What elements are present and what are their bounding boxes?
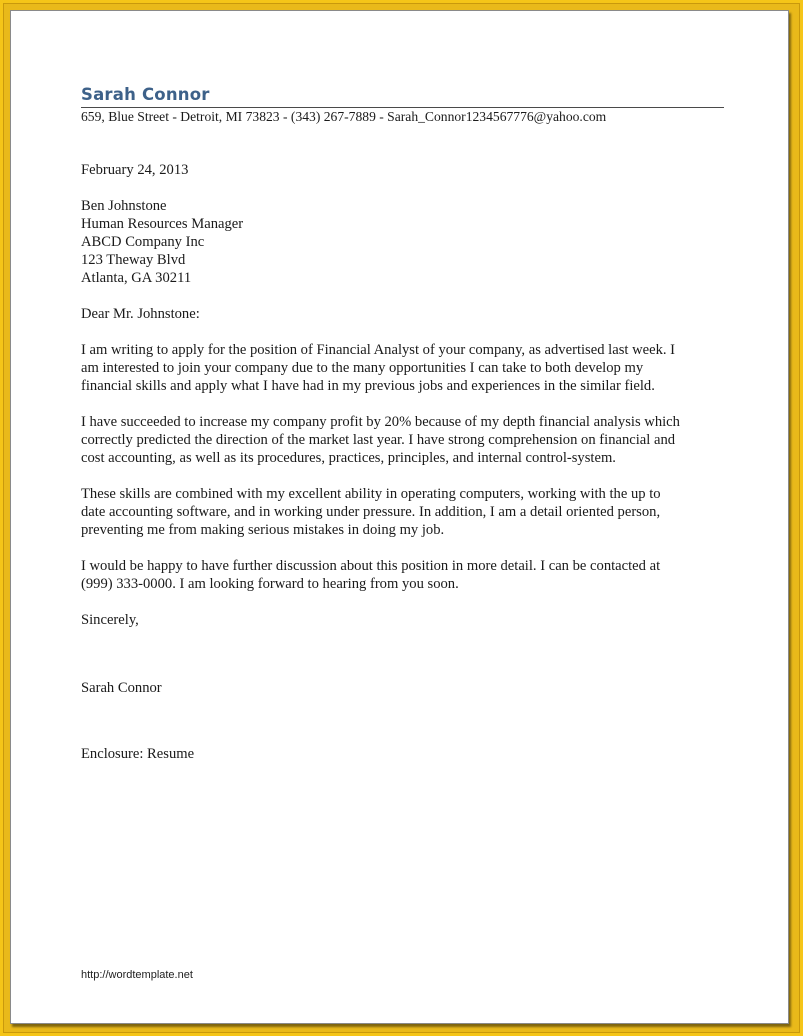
recipient-company: ABCD Company Inc	[81, 234, 205, 250]
sender-contact-line: 659, Blue Street - Detroit, MI 73823 - (343) 267-7889 - Sarah_Connor1234567776@yahoo.com	[81, 109, 607, 124]
salutation: Dear Mr. Johnstone:	[81, 306, 200, 322]
sender-name: Sarah Connor	[81, 85, 210, 104]
paragraph-line: date accounting software, and in working under pressure. In addition, I am a detail oriented person,	[81, 504, 661, 520]
paragraph-line: financial skills and apply what I have had in my previous jobs and experiences in the similar field.	[81, 378, 655, 394]
recipient-street: 123 Theway Blvd	[81, 252, 186, 268]
recipient-city: Atlanta, GA 30211	[81, 270, 192, 286]
paragraph-line: These skills are combined with my excellent ability in operating computers, working with the up to	[81, 486, 661, 502]
paragraph-3	[81, 485, 726, 539]
signature-name: Sarah Connor	[81, 680, 162, 696]
paragraph-line: I have succeeded to increase my company profit by 20% because of my depth financial analysis which	[81, 414, 680, 430]
recipient-title: Human Resources Manager	[81, 216, 244, 232]
enclosure-note: Enclosure: Resume	[81, 746, 195, 762]
paragraph-line: preventing me from making serious mistakes in doing my job.	[81, 522, 445, 538]
letter-date: February 24, 2013	[81, 162, 189, 178]
footer-url: http://wordtemplate.net	[81, 969, 193, 981]
recipient-address-block	[81, 197, 726, 287]
paragraph-line: I would be happy to have further discussion about this position in more detail. I can be contacted at	[81, 558, 661, 574]
paragraph-line: cost accounting, as well as its procedures, practices, principles, and internal control-system.	[81, 450, 616, 466]
paragraph-line: I am writing to apply for the position of Financial Analyst of your company, as advertised last week. I	[81, 342, 676, 358]
paragraph-line: (999) 333-0000. I am looking forward to hearing from you soon.	[81, 576, 459, 592]
document-page	[10, 10, 789, 1024]
paragraph-2	[81, 413, 726, 467]
paragraph-line: am interested to join your company due to the many opportunities I can take to both develop my	[81, 360, 644, 376]
paragraph-line: correctly predicted the direction of the market last year. I have strong comprehension on financial and	[81, 432, 676, 448]
paragraph-1	[81, 341, 726, 395]
letter-body	[81, 85, 726, 763]
recipient-name: Ben Johnstone	[81, 198, 167, 214]
closing: Sincerely,	[81, 612, 139, 628]
paragraph-4	[81, 557, 726, 593]
